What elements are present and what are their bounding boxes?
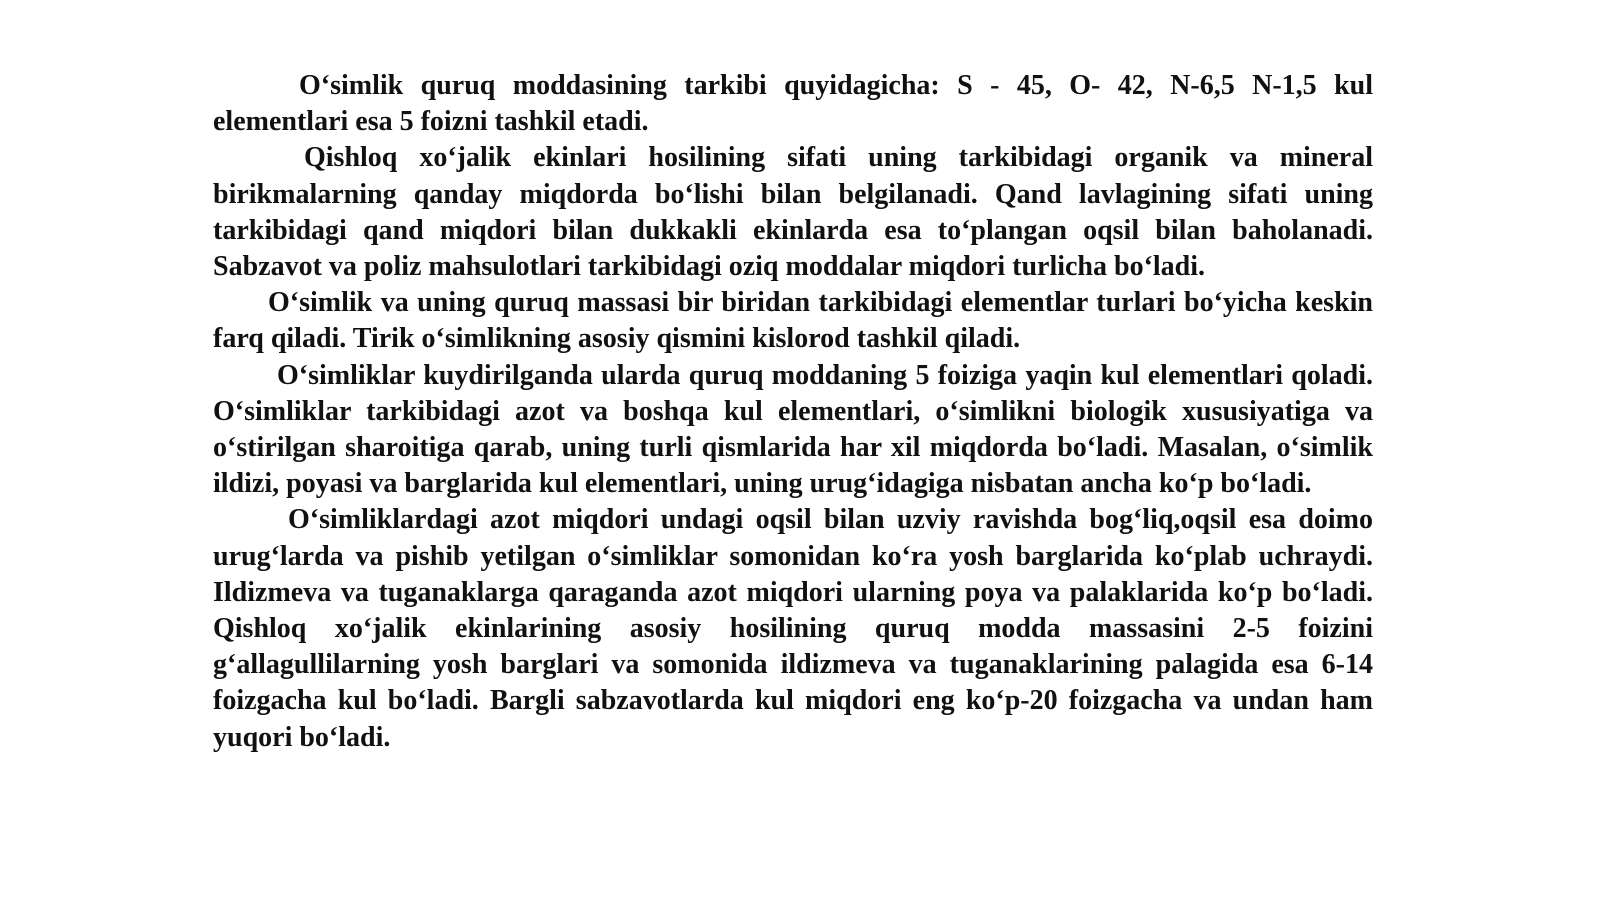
paragraph-2: Qishloq xo‘jalik ekinlari hosilining sifati uning tarkibidagi organik va mineral birikmalarning qanday miqdorda bo‘lishi bilan belgilanadi. Qand lavlagining sifati uning tarkibidagi qand miqdori bilan dukkakli ekinlarda esa to‘plangan oqsil bilan baholanadi. Sabzavot va poliz mahsulotlari tarkibidagi oziq moddalar miqdori turlicha bo‘ladi.: [213, 142, 1373, 283]
paragraph-1: O‘simlik quruq moddasining tarkibi quyidagicha: S - 45, O- 42, N-6,5 N-1,5 kul elementlari esa 5 foizni tashkil etadi.: [213, 70, 1373, 138]
document-page: [213, 68, 1373, 756]
paragraph-4: O‘simliklar kuydirilganda ularda quruq moddaning 5 foiziga yaqin kul elementlari qoladi. O‘simliklar tarkibidagi azot va boshqa kul elementlari, o‘simlikni biologik xususiyatiga va o‘stirilgan sharoitiga qarab, uning turli qismlarida har xil miqdorda bo‘ladi. Masalan, o‘simlik ildizi, poyasi va barglarida kul elementlari, uning urug‘idagiga nisbatan ancha ko‘p bo‘ladi.: [213, 359, 1373, 500]
paragraph-5: O‘simliklardagi azot miqdori undagi oqsil bilan uzviy ravishda bog‘liq,oqsil esa doimo urug‘larda va pishib yetilgan o‘simliklar somonidan ko‘ra yosh barglarida ko‘plab uchraydi. Ildizmeva va tuganaklarga qaraganda azot miqdori ularning poya va palaklarida ko‘p bo‘ladi. Qishloq xo‘jalik ekinlarining asosiy hosilining quruq modda massasini 2-5 foizini g‘allagullilarning yosh barglari va somonida ildizmeva va tuganaklarining palagida esa 6-14 foizgacha kul bo‘ladi. Bargli sabzavotlarda kul miqdori eng ko‘p-20 foizgacha va undan ham yuqori bo‘ladi.: [213, 504, 1373, 753]
paragraph-3: O‘simlik va uning quruq massasi bir biridan tarkibidagi elementlar turlari bo‘yicha keskin farq qiladi. Tirik o‘simlikning asosiy qismini kislorod tashkil qiladi.: [213, 287, 1373, 355]
